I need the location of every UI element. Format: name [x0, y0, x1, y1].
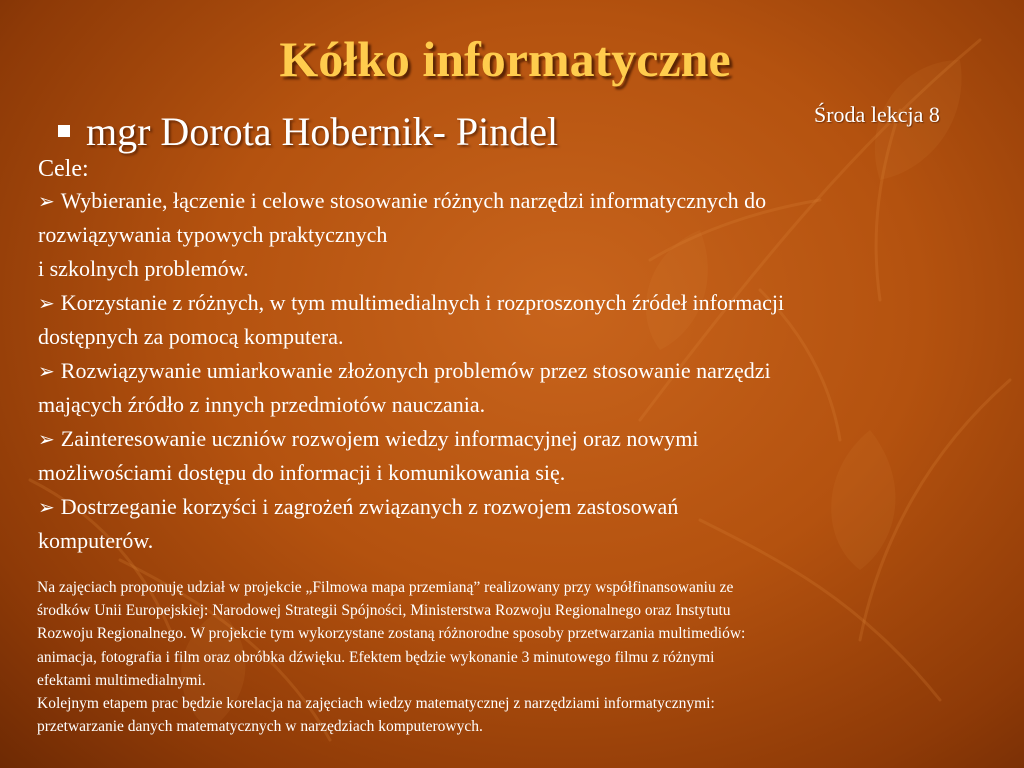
goal-text-line: komputerów.	[38, 528, 154, 553]
goals-section	[38, 154, 1013, 558]
project-paragraph	[37, 692, 997, 738]
goal-text-line: Zainteresowanie uczniów rozwojem wiedzy informacyjnej oraz nowymi	[60, 426, 699, 451]
project-text-line: efektami multimedialnymi.	[37, 671, 206, 689]
goal-text-line: i szkolnych problemów.	[38, 256, 249, 281]
slide-title: Kółko informatyczne	[279, 31, 731, 87]
teacher-name: mgr Dorota Hobernik- Pindel	[86, 109, 559, 154]
goal-text-line: rozwiązywania typowych praktycznych	[38, 222, 388, 247]
goal-text-line: mających źródło z innych przedmiotów nauczania.	[38, 392, 486, 417]
project-text-line: środków Unii Europejskiej: Narodowej Strategii Spójności, Ministerstwa Rozwoju Regionalnego oraz Instytutu	[37, 602, 731, 620]
square-bullet-icon	[58, 125, 70, 137]
goal-item	[38, 286, 1013, 354]
goal-text-line: Rozwiązywanie umiarkowanie złożonych problemów przez stosowanie narzędzi	[60, 358, 771, 383]
arrowhead-bullet-icon: ➢	[38, 291, 55, 315]
project-text-line: przetwarzanie danych matematycznych w narzędziach komputerowych.	[37, 718, 483, 736]
goal-text-line: Dostrzeganie korzyści i zagrożeń związanych z rozwojem zastosowań	[60, 494, 679, 519]
goal-item	[38, 422, 1013, 490]
goal-text-line: Korzystanie z różnych, w tym multimedialnych i rozproszonych źródeł informacji	[60, 290, 785, 315]
arrowhead-bullet-icon: ➢	[38, 427, 55, 451]
project-description	[37, 576, 997, 738]
project-paragraph	[37, 576, 997, 692]
project-text-line: Rozwoju Regionalnego. W projekcie tym wykorzystane zostaną różnorodne sposoby przetwarzania multimediów:	[37, 625, 746, 643]
arrowhead-bullet-icon: ➢	[38, 189, 55, 213]
goals-heading: Cele:	[38, 156, 89, 182]
goal-item	[38, 490, 1013, 558]
arrowhead-bullet-icon: ➢	[38, 495, 55, 519]
goal-item	[38, 354, 1013, 422]
arrowhead-bullet-icon: ➢	[38, 359, 55, 383]
goal-text-line: dostępnych za pomocą komputera.	[38, 324, 344, 349]
goal-text-line: możliwościami dostępu do informacji i komunikowania się.	[38, 460, 566, 485]
project-text-line: Na zajęciach proponuję udział w projekcie „Filmowa mapa przemianą” realizowany przy współfinansowaniu ze	[37, 579, 734, 596]
lesson-schedule: Środa lekcja 8	[814, 102, 940, 127]
goal-text-line: Wybieranie, łączenie i celowe stosowanie różnych narzędzi informatycznych do	[60, 188, 767, 213]
project-text-line: animacja, fotografia i film oraz obróbka dźwięku. Efektem będzie wykonanie 3 minutowego filmu z różnymi	[37, 648, 715, 666]
teacher-bullet	[58, 108, 558, 155]
project-text-line: Kolejnym etapem prac będzie korelacja na zajęciach wiedzy matematycznej z narzędziami informatycznymi:	[37, 695, 715, 713]
goal-item	[38, 184, 1013, 286]
